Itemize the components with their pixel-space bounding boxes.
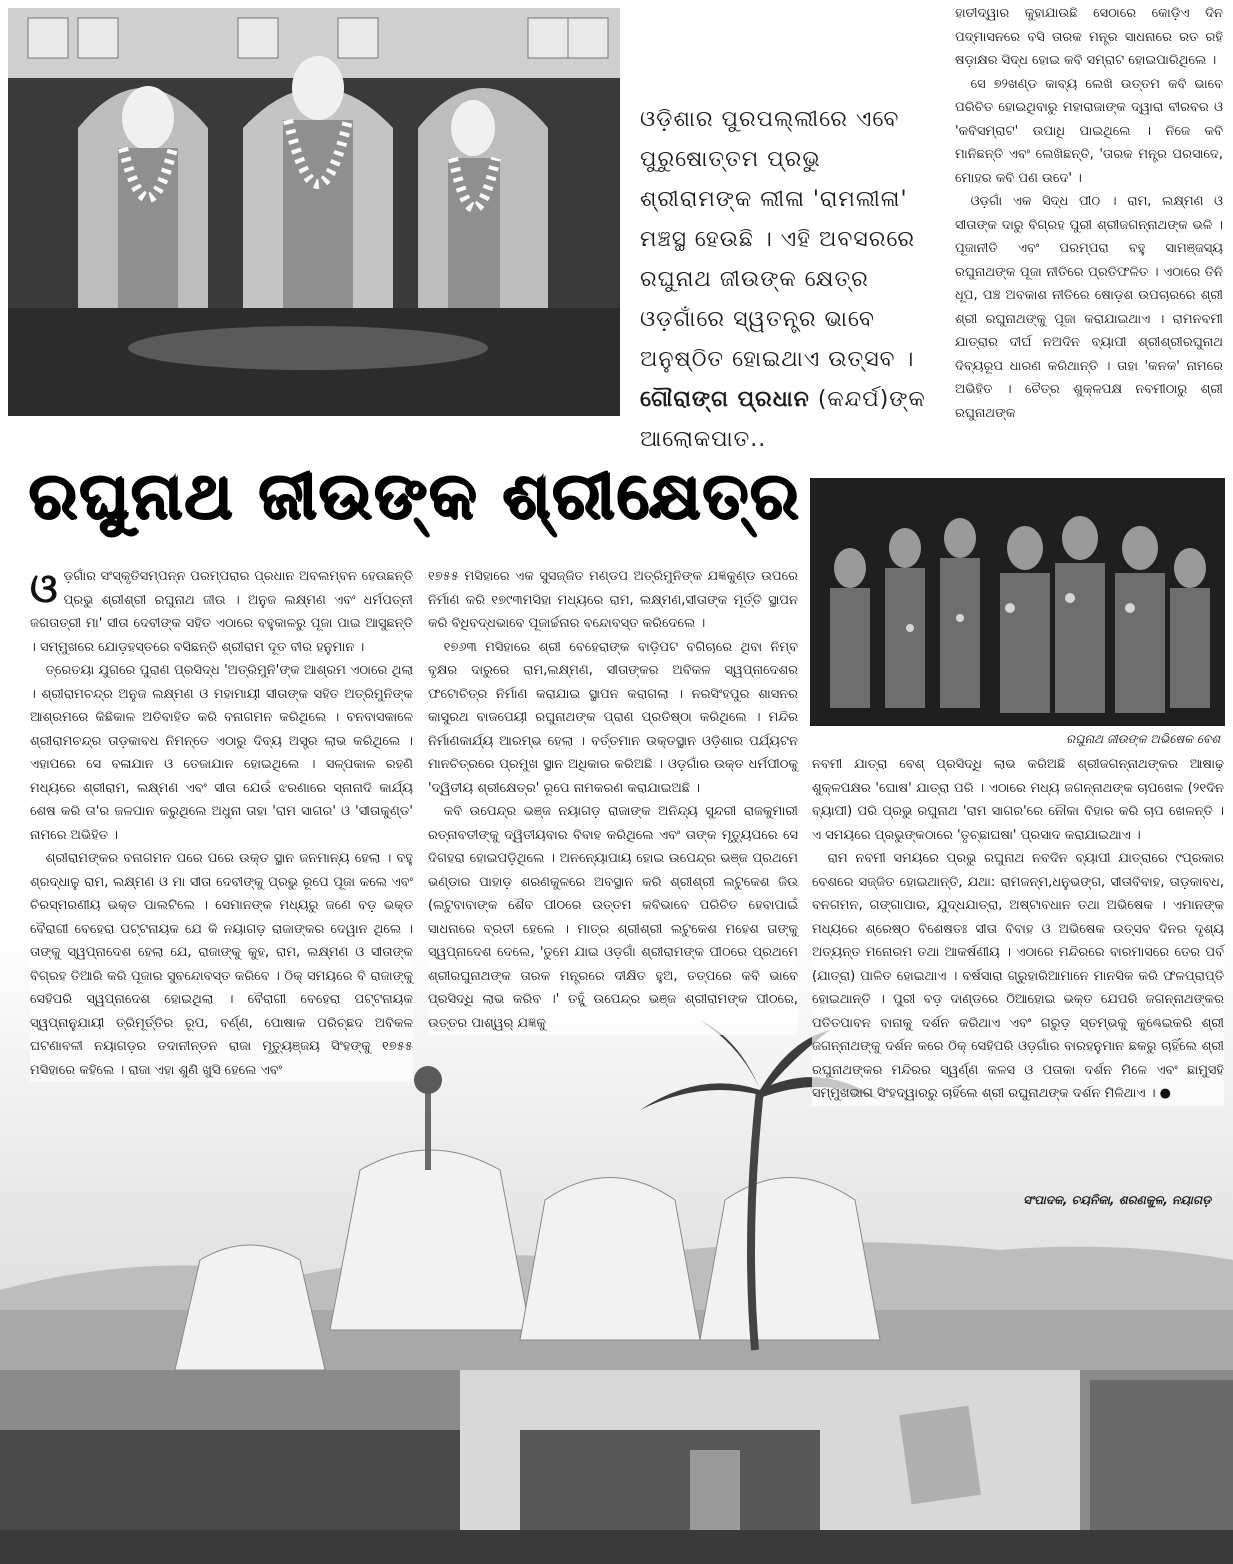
paragraph: ନବମୀ ଯାତ୍ରା ବେଶ୍ ପ୍ରସିଦ୍ଧି ଲାଭ କରିଅଛି ଶ୍ରୀଜଗନ୍ନାଥଙ୍କର ଆଷାଢ଼ ଶୁକ୍ଳପକ୍ଷର 'ଘୋଷ' ଯାତ୍ରା ପରି । ଏଠାରେ ମଧ୍ୟ ଜଗନ୍ନାଥଙ୍କ ଚାପଖେଳ (୨୧ଦିନ ବ୍ୟାପୀ) ପରି ପ୍ରଭୁ ରଘୁନାଥ 'ରାମ ସାଗର'ରେ ନୌକା ବିହାର କରି ଚାପ ଖେଳନ୍ତି । ଏ ସମୟରେ ପ୍ରଭୁଙ୍କଠାରେ 'ତୃଚ୍ଛାଘଷା' ପ୍ରସାଦ କରାଯାଇଥାଏ । (812, 757, 1224, 843)
paragraph: ରାମ ନବମୀ ସମୟରେ ପ୍ରଭୁ ରଘୁନାଥ ନବଦିନ ବ୍ୟାପୀ ଯାତ୍ରାରେ ୯ପ୍ରକାର ବେଶରେ ସଜ୍ଜିତ ହୋଇଥାନ୍ତି, ଯଥା: ରାମଜନ୍ମ,ଧନୁଭଙ୍ଗ, ସୀତାବିବାହ, ତାଡ଼କାବଧ, ବନଗମନ, ଗଙ୍ଗାପାର, ଯୁଦ୍ଧଯାତ୍ରା, ଅଷ୍ଟାବଧାନ ତଥା ଅଭିଷେକ । ଏମାନଙ୍କ ମଧ୍ୟରେ ଶ୍ରେଷ୍ଠ ବିଶେଷତଃ ସୀତା ବିବାହ ଓ ଅଭିଷେକ ଉତ୍ସବ ଦିନର ଦୃଶ୍ୟ ଅତ୍ୟନ୍ତ ମନୋରମ ତଥା ଆକର୍ଷଣୀୟ । ଏଠାରେ ମନ୍ଦିରରେ ବାରମାସରେ ତେର ପର୍ବ (ଯାତ୍ରା) ପାଳିତ ହୋଇଥାଏ । ବର୍ଷସାରା ଗ୍ରୁହାରିଆମାନେ ମାନସିକ କରି ଫଳପ୍ରାପ୍ତି ହୋଇଥାନ୍ତି । ପୁରୀ ବଡ଼ ଦାଣ୍ଡରେ ଠିଆହୋଇ ଭକ୍ତ ଯେପରି ଜଗନ୍ନାଥଙ୍କର ପତିତପାବନ ବାନାକୁ ଦର୍ଶନ କରିଥାଏ ଏବଂ ଗରୁଡ଼ ସ୍ତମ୍ଭକୁ କୁଣ୍ଢେଇକରି ଶ୍ରୀ ଜଗନ୍ନାଥଙ୍କୁ ଦର୍ଶନ କରେ ଠିକ୍ ସେହିପରି ଓଡ଼ଗାଁର ବାରହନୁମାନ ଛକରୁ ଚାହିଁଲେ ଶ୍ରୀ ରଘୁନାଥଙ୍କର ମନ୍ଦିରର ସ୍ୱର୍ଣ୍ଣ କଳସ ଓ ପତାକା ଦର୍ଶନ ମିଳେ ଏବଂ ଛାମୁସହି ସମ୍ମୁଖଭାଗ ସିଂହଦ୍ୱାରରୁ ଚାହିଁଲେ ଶ୍ରୀ ରଘୁନାଥଙ୍କ ଦର୍ଶନ ମିଳିଥାଏ । ● (812, 851, 1224, 1101)
paragraph-first (30, 565, 413, 659)
byline: ସଂପାଦକ, ଚୟନିକା, ଶରଣକୁଳ, ନୟାଗଡ଼ (1023, 1193, 1211, 1207)
drop-cap: ଓ (30, 566, 58, 612)
paragraph-text: ଡ଼ଗାଁର ସଂସ୍କୃତିସମ୍ପନ୍ନ ପରମ୍ପରାର ପ୍ରଧାନ ଅବଲମ୍ବନ ହେଉଛନ୍ତି ପ୍ରଭୁ ଶ୍ରୀଶ୍ରୀ ରଘୁନାଥ ଜୀଉ । ଅନୁଜ ଲକ୍ଷ୍ମଣ ଏବଂ ଧର୍ମପତ୍ନୀ ଜଗତାତ୍ରୀ ମା' ସୀତା ଦେବୀଙ୍କ ସହିତ ଏଠାରେ ବହୁକାଳରୁ ପୂଜା ପାଇ ଆସୁଛନ୍ତି । ସମ୍ମୁଖରେ ଯୋଡ଼ହସ୍ତରେ ବସିଛନ୍ତି ଶ୍ରୀରାମ ଦୂତ ବୀର ହନୁମାନ । (30, 569, 413, 655)
paragraph: ୧୭୬୩ ମସିହାରେ ଶ୍ରୀ ବେହେରାଙ୍କ ବାଡ଼ିପଟ ବଗିଚାରେ ଥିବା ନିମ୍ବ ବୃକ୍ଷର ଦାରୁରେ ରାମ,ଲକ୍ଷ୍ମଣ, ସୀତାଙ୍କର ଅବିକଳ ସ୍ୱପ୍ନାଦେଶର ଫଟୋଚିତ୍ର ନିର୍ମାଣ କରାଯାଇ ସ୍ଥାପନ କରାଗଲା । ନରସିଂହପୁର ଶାସନର କାସୁରଥ ବାଜପେୟୀ ରଘୁନାଥଙ୍କ ପ୍ରାଣ ପ୍ରତିଷ୍ଠା କରିଥିଲେ । ମନ୍ଦିର ନିର୍ମାଣକାର୍ଯ୍ୟ ଆରମ୍ଭ ହେଲା । ବର୍ତ୍ତମାନ ଉକ୍ତସ୍ଥାନ ଓଡ଼ିଶାର ପର୍ଯ୍ୟଟନ ମାନଚିତ୍ରରେ ପ୍ରମୁଖ ସ୍ଥାନ ଅଧିକାର କରିଅଛି । ଓଡ଼ଗାଁର ଉକ୍ତ ଧର୍ମପୀଠକୁ 'ଦ୍ୱିତୀୟ ଶ୍ରୀକ୍ଷେତ୍ର' ରୂପେ ନାମକରଣ କରାଯାଇଅଛି । (428, 639, 798, 796)
photographer-suffix: (କନ୍ଦର୍ପ)ଙ୍କ ଆଲୋକପାତ.. (640, 387, 926, 452)
headline: ରଘୁନାଥ ଜୀଉଙ୍କ ଶ୍ରୀକ୍ଷେତ୍ର (28, 459, 800, 533)
abhishek-besha-photo (810, 478, 1225, 726)
column-1 (30, 565, 413, 1082)
deities-photo (8, 8, 620, 416)
paragraph: ହାତୀଦ୍ୱାର କୁହାଯାଉଛି ସେଠାରେ କୋଡ଼ିଏ ଦିନ ପଦ୍ମାସନରେ ବସି ତାରକ ମନ୍ତ୍ର ସାଧନାରେ ରତ ରହି ଷଡ଼ାକ୍ଷର ସିଦ୍ଧ ହୋଇ କବି ସମ୍ରାଟ ହୋଇପାରିଥିଲେ । (955, 6, 1223, 68)
paragraph: କବି ଉପେନ୍ଦ୍ର ଭଞ୍ଜ ନୟାଗଡ଼ ରାଜାଙ୍କ ଅନିନ୍ଦ୍ୟ ସୁନ୍ଦରୀ ରାଜକୁମାରୀ ରତ୍ନାବତୀଙ୍କୁ ଦ୍ୱିତୀୟବାର ବିବାହ କରିଥିଲେ ଏବଂ ତାଙ୍କ ମୃତ୍ୟୁପରେ ସେ ଦିଗହରା ହୋଇପଡ଼ିଥିଲେ । ଅନନ୍ୟୋପାୟ ହୋଇ ଉପେନ୍ଦ୍ର ଭଞ୍ଜ ପ୍ରଥମେ ଭଣ୍ଡାର ପାହାଡ଼ ଶରଣକୁଳରେ ଅବସ୍ଥାନ କରି ଶ୍ରୀଶ୍ରୀ ଲଟୁକେଶ ଜିଉ (ଲଟୁବାବାଙ୍କ ଶୈବ ପୀଠରେ ଉତ୍ତମ କବିଭାବେ ପରିଚିତ ହେବାପାଇଁ ସାଧନାରେ ବ୍ରତୀ ହେଲେ । ମାତ୍ର ଶ୍ରୀଶ୍ରୀ ଲଟୁକେଶ ମହେଶ ତାଙ୍କୁ ସ୍ୱପ୍ନାଦେଶ ଦେଲେ, 'ତୁମେ ଯାଇ ଓଡ଼ଗାଁ ଶ୍ରୀରାମଙ୍କ ପୀଠରେ ପ୍ରଥମେ ଶ୍ରୀରଘୁନାଥଙ୍କ ତାରକ ମନ୍ତ୍ରରେ ଦୀକ୍ଷିତ ହୁଅ, ତତ୍‌ପରେ କବି ଭାବେ ପ୍ରସିଦ୍ଧି ଲାଭ କରିବ ।' ତହୁଁ ଉପେନ୍ଦ୍ର ଭଞ୍ଜ ଶ୍ରୀରାମଙ୍କ ପୀଠରେ, ଉତ୍ତର ପାଶ୍ୱର୍ ଯଜ୍ଞକୁ (428, 804, 798, 1031)
photo-caption: ରଘୁନାଥ ଜୀଉଙ୍କ ଅଭିଷେକ ବେଶ (1066, 732, 1220, 746)
intro-lede (640, 100, 940, 460)
paragraph: ତ୍ରେତୟା ଯୁଗରେ ପୁରାଣ ପ୍ରସିଦ୍ଧ 'ଅତ୍ରିମୁନି'ଙ୍କ ଆଶ୍ରମ ଏଠାରେ ଥିଲା । ଶ୍ରୀରାମଚନ୍ଦ୍ର ଅନୁଜ ଲକ୍ଷ୍ମଣ ଓ ମହାମାୟୀ ସୀତାଙ୍କ ସହିତ ଅତ୍ରିମୁନିଙ୍କ ଆଶ୍ରମରେ କିଛିକାଳ ଅତିବାହିତ କରି ବନାଗମନ କରିଥିଲେ । ବନବାସକାଳେ ଶ୍ରୀରାମଚନ୍ଦ୍ର ତାଡ଼କାବଧ ନିମନ୍ତେ ଏଠାରୁ ଦିବ୍ୟ ଅସ୍ତ୍ର ଲାଭ କରିଥିଲେ । ଏହାପରେ ସେ ବଳାଯାନ ଓ ତେଜାଯାନ ହୋଇଥିଲେ । ସଳ୍ପକାଳ ରହଣି ମଧ୍ୟରେ ଶ୍ରୀରାମ, ଲକ୍ଷ୍ମଣ ଏବଂ ସୀତା ଯେଉଁ ଝରଣାରେ ସ୍ନାନାଦି କାର୍ଯ୍ୟ ଶେଷ କରି ତା'ର ଜଳପାନ କରୁଥିଲେ ଅଧୁନା ତାହା 'ରାମ ସାଗର' ଓ 'ସୀତାକୁଣ୍ଡ' ନାମରେ ଅଭିହିତ । (30, 663, 413, 843)
column-2 (428, 565, 798, 1035)
column-3 (812, 753, 1224, 1106)
paragraph: ଓଡ଼ଗାଁ ଏକ ସିଦ୍ଧ ପୀଠ । ରାମ, ଲକ୍ଷ୍ମଣ ଓ ସୀତାଙ୍କ ଦାରୁ ବିଗ୍ରହ ପୁରୀ ଶ୍ରୀଜଗନ୍ନାଥଙ୍କ ଭଳି । ପୂଜାନୀତି ଏବଂ ପରମ୍ପରା ବହୁ ସାମଞ୍ଜସ୍ୟ ରଘୁନାଥଙ୍କ ପୂଜା ନୀତିରେ ପ୍ରତିଫଳିତ । ଏଠାରେ ତିନି ଧୂପ, ପଞ୍ଚ ଅବକାଶ ନୀତିରେ ଷୋଡ଼ଶ ଉପଚାରରେ ଶ୍ରୀ ଶ୍ରୀ ରଘୁନାଥଙ୍କୁ ପୂଜା କରାଯାଇଥାଏ । ରାମନବମୀ ଯାତ୍ରାର ଦୀର୍ଘ ନଅଦିନ ବ୍ୟାପୀ ଶ୍ରୀଶ୍ରୀରଘୁନାଥ ଦିବ୍ୟରୂପ ଧାରଣ କରିଥାନ୍ତି । ତାହା 'କନକ' ନାମରେ ଅଭିହିତ । ଚୈତ୍ର ଶୁକ୍ଳପକ୍ଷ ନବମୀଠାରୁ ଶ୍ରୀ ରଘୁନାଥଙ୍କ (955, 194, 1223, 421)
paragraph: ସେ ୭୨ଖଣ୍ଡ କାବ୍ୟ ଲେଖି ଉତ୍ତମ କବି ଭାବେ ପରିଚିତ ହୋଇଥିବାରୁ ମହାରାଜାଙ୍କ ଦ୍ୱାରା ବୀରବର ଓ 'କବିସମ୍ରାଟ' ଉପାଧି ପାଇଥିଲେ । ନିଜେ କବି ମାନିଛନ୍ତି ଏବଂ ଲେଖିଛନ୍ତି, 'ତାରକ ମନ୍ତ୍ର ପରସାଦେ, ମୋହର କବି ପଣ ଉଦେ' । (955, 76, 1223, 186)
column-top-right (955, 2, 1223, 425)
paragraph: ଶ୍ରୀରାମଙ୍କର ବନାଗମନ ପରେ ପରେ ଉକ୍ତ ସ୍ଥାନ ଜନମାନ୍ୟ ହେଲା । ବହୁ ଶ୍ରଦ୍ଧାଳୁ ରାମ, ଲକ୍ଷ୍ମଣ ଓ ମା ସୀତା ଦେବୀଙ୍କୁ ପ୍ରଭୁ ରୂପେ ପୂଜା କଲେ ଏବଂ ଚିରସ୍ମରଣୀୟ ଭକ୍ତ ପାଲଟିଲେ । ସେମାନଙ୍କ ମଧ୍ୟରୁ ଜଣେ ବଡ଼ ଭକ୍ତ ବୈରାଗୀ ବେହେରା ପଟ୍ଟନାୟକ ଯେ କି ନୟାଗଡ଼ ରାଜାଙ୍କର ଦେୱାନ ଥିଲେ । ତାଙ୍କୁ ସ୍ୱପ୍ନାଦେଶ ହେଲା ଯେ, ରାଜାଙ୍କୁ କୁହ, ରାମ, ଲକ୍ଷ୍ମଣ ଓ ସୀତାଙ୍କ ବିଗ୍ରହ ତିଆରି କରି ପୂଜାର ସୁବନ୍ଦୋବସ୍ତ କରିବେ । ଠିକ୍ ସମୟରେ ବି ରାଜାଙ୍କୁ ସେହିପରି ସ୍ୱପ୍ନାଦେଶ ହୋଇଥିଲା । ବୈରାଗୀ ବେହେରା ପଟ୍ଟନାୟକ ସ୍ୱପ୍ନାନୁଯାୟୀ ତ୍ରିମୂର୍ତ୍ତିର ରୂପ, ବର୍ଣ୍ଣ, ପୋଷାକ ପରିଚ୍ଛଦ ଅବିକଳ ଘଟଣାବଳୀ ନୟାଗଡ଼ର ତଦାନୀନ୍ତନ ରାଜା ମୃତ୍ୟୁଞ୍ଜୟ ସିଂହଙ୍କୁ ୧୭୫୫ ମସିହାରେ କହିଲେ । ରାଜା ଏହା ଶୁଣି ଖୁସି ହେଲେ ଏବଂ (30, 851, 413, 1078)
paragraph: ୧୭୫୫ ମସିହାରେ ଏକ ସୁସଜ୍ଜିତ ମଣ୍ଡପ ଅତ୍ରିମୁନିଙ୍କ ଯଜ୍ଞକୁଣ୍ଡ ଉପରେ ନିର୍ମାଣ କରି ୧୭୯୩ମସିହା ମଧ୍ୟରେ ରାମ, ଲକ୍ଷ୍ମଣ,ସୀତାଙ୍କ ମୂର୍ତ୍ତି ସ୍ଥାପନ କରି ବିଧିବଦ୍ଧଭାବେ ପୂଜାର୍ଚ୍ଚନାର ବନ୍ଦୋବସ୍ତ କରିଦେଲେ । (428, 569, 798, 631)
photographer-name: ଗୌରାଙ୍ଗ ପ୍ରଧାନ (640, 387, 810, 412)
intro-text: ଓଡ଼ିଶାର ପୁରପଲ୍ଲୀରେ ଏବେ ପୁରୁଷୋତ୍ତମ ପ୍ରଭୁ ଶ୍ରୀରାମଙ୍କ ଲୀଳା 'ରାମଲୀଳା' ମଞ୍ଚସ୍ଥ ହେଉଛି । ଏହି ଅବସରରେ ରଘୁନାଥ ଜୀଉଙ୍କ କ୍ଷେତ୍ର ଓଡ଼ଗାଁରେ ସ୍ୱତନ୍ତ୍ର ଭାବେ ଅନୁଷ୍ଠିତ ହୋଇଥାଏ ଉତ୍ସବ । (640, 107, 916, 372)
